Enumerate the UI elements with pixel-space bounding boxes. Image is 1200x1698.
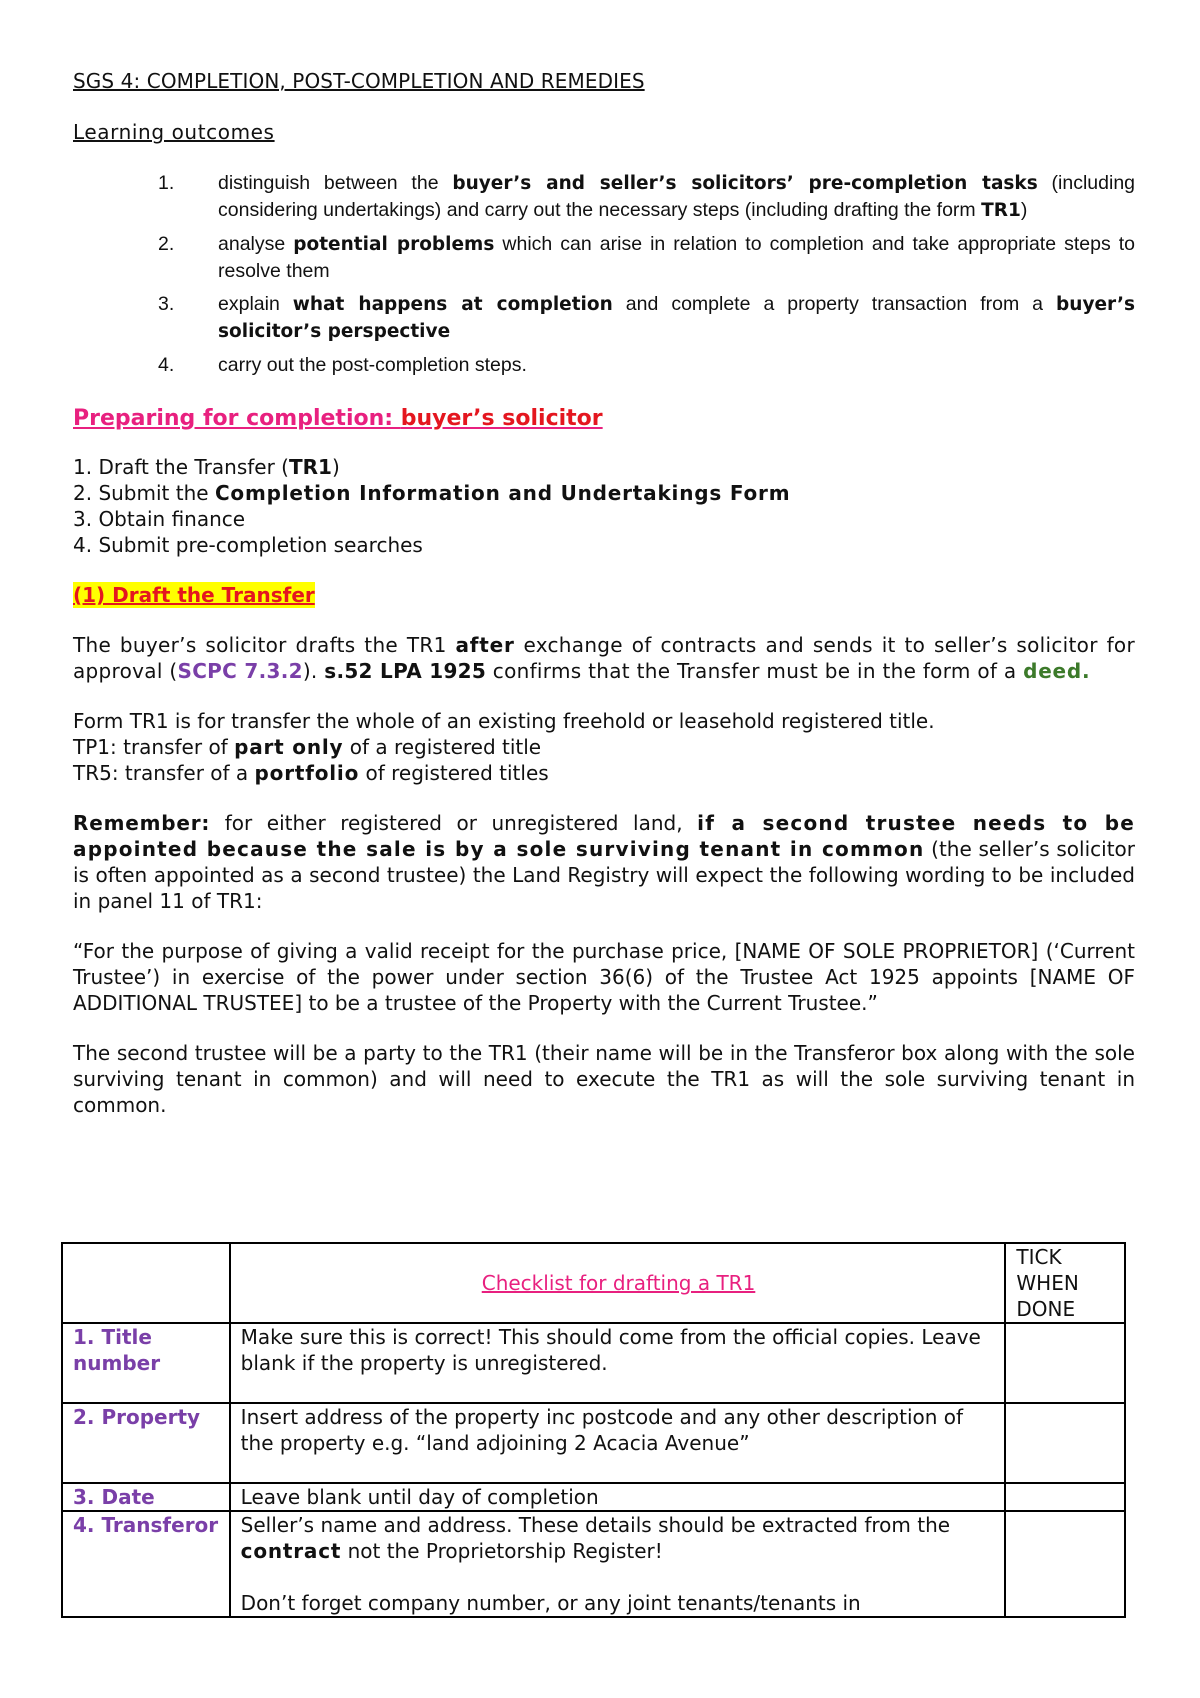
draft-paragraph: The buyer’s solicitor drafts the TR1 after exchange of contracts and sends it to seller’s solicitor for approval (SCPC 7.3.2). s.52 LPA 1925 confirms that the Transfer must be in the form of a deed. (73, 633, 1135, 683)
list-item: 3. explain what happens at completion and complete a property transaction from a buyer’s solicitor’s perspective (158, 293, 1135, 342)
learning-outcomes-list (73, 170, 1135, 378)
tick-cell[interactable] (1005, 1403, 1125, 1483)
preparing-heading: Preparing for completion: buyer’s solicitor (73, 406, 603, 431)
table-row: 3. Date Leave blank until day of completion (62, 1483, 1125, 1511)
tick-cell[interactable] (1005, 1323, 1125, 1403)
tick-cell[interactable] (1005, 1483, 1125, 1511)
remember-paragraph: Remember: for either registered or unregistered land, if a second trustee needs to be appointed because the sale is by a sole surviving tenant in common (the seller’s solicitor is often appointed as a second trustee) the Land Registry will expect the following wording to be included in panel 11 of TR1: (73, 811, 1135, 913)
list-item: 4. Submit pre-completion searches (73, 533, 423, 557)
table-row: 2. Property Insert address of the property inc postcode and any other description of the property e.g. “land adjoining 2 Acacia Avenue” (62, 1403, 1125, 1483)
table-row: 1. Title number Make sure this is correct! This should come from the official copies. Leave blank if the property is unregistered. (62, 1323, 1125, 1403)
draft-transfer-heading: (1) Draft the Transfer (73, 583, 315, 607)
list-item: 2. Submit the Completion Information and Undertakings Form (73, 481, 791, 505)
list-item: 1. Draft the Transfer (TR1) (73, 455, 340, 479)
tick-header: TICK WHEN DONE (1005, 1243, 1125, 1323)
quote-paragraph: “For the purpose of giving a valid receipt for the purchase price, [NAME OF SOLE PROPRIETOR] (‘Current Trustee’) in exercise of the power under section 36(6) of the Trustee Act 1925 appoints [NAME OF ADDITIONAL TRUSTEE] to be a trustee of the Property with the Current Trustee.” (73, 939, 1135, 1015)
preparing-steps (73, 454, 1135, 558)
learning-outcomes-heading: Learning outcomes (73, 120, 275, 144)
checklist-title: Checklist for drafting a TR1 (230, 1243, 1006, 1323)
page-title: SGS 4: COMPLETION, POST-COMPLETION AND REMEDIES (73, 69, 645, 93)
table-row: 4. Transferor Seller’s name and address. These details should be extracted from the contract not the Proprietorship Register! Don’t forget company number, or any joint tenants/tenants in (62, 1511, 1125, 1617)
document-page (73, 68, 1135, 1118)
tick-cell[interactable] (1005, 1511, 1125, 1617)
list-item: 2. analyse potential problems which can arise in relation to completion and take appropriate steps to resolve them (158, 233, 1136, 282)
tr1-checklist-table (61, 1242, 1126, 1618)
list-item: 3. Obtain finance (73, 507, 246, 531)
list-item: 1. distinguish between the buyer’s and seller’s solicitors’ pre-completion tasks (including considering undertakings) and carry out the necessary steps (including drafting the form TR1) (158, 172, 1136, 221)
second-trustee-paragraph: The second trustee will be a party to the TR1 (their name will be in the Transferor box along with the sole surviving tenant in common) and will need to execute the TR1 as will the sole surviving tenant in common. (73, 1041, 1135, 1117)
table-row (62, 1243, 1125, 1323)
list-item: 4. carry out the post-completion steps. (158, 354, 527, 376)
forms-paragraph: Form TR1 is for transfer the whole of an existing freehold or leasehold registered title. TP1: transfer of part only of a registered title TR5: transfer of a portfolio of registered titles (73, 709, 935, 785)
